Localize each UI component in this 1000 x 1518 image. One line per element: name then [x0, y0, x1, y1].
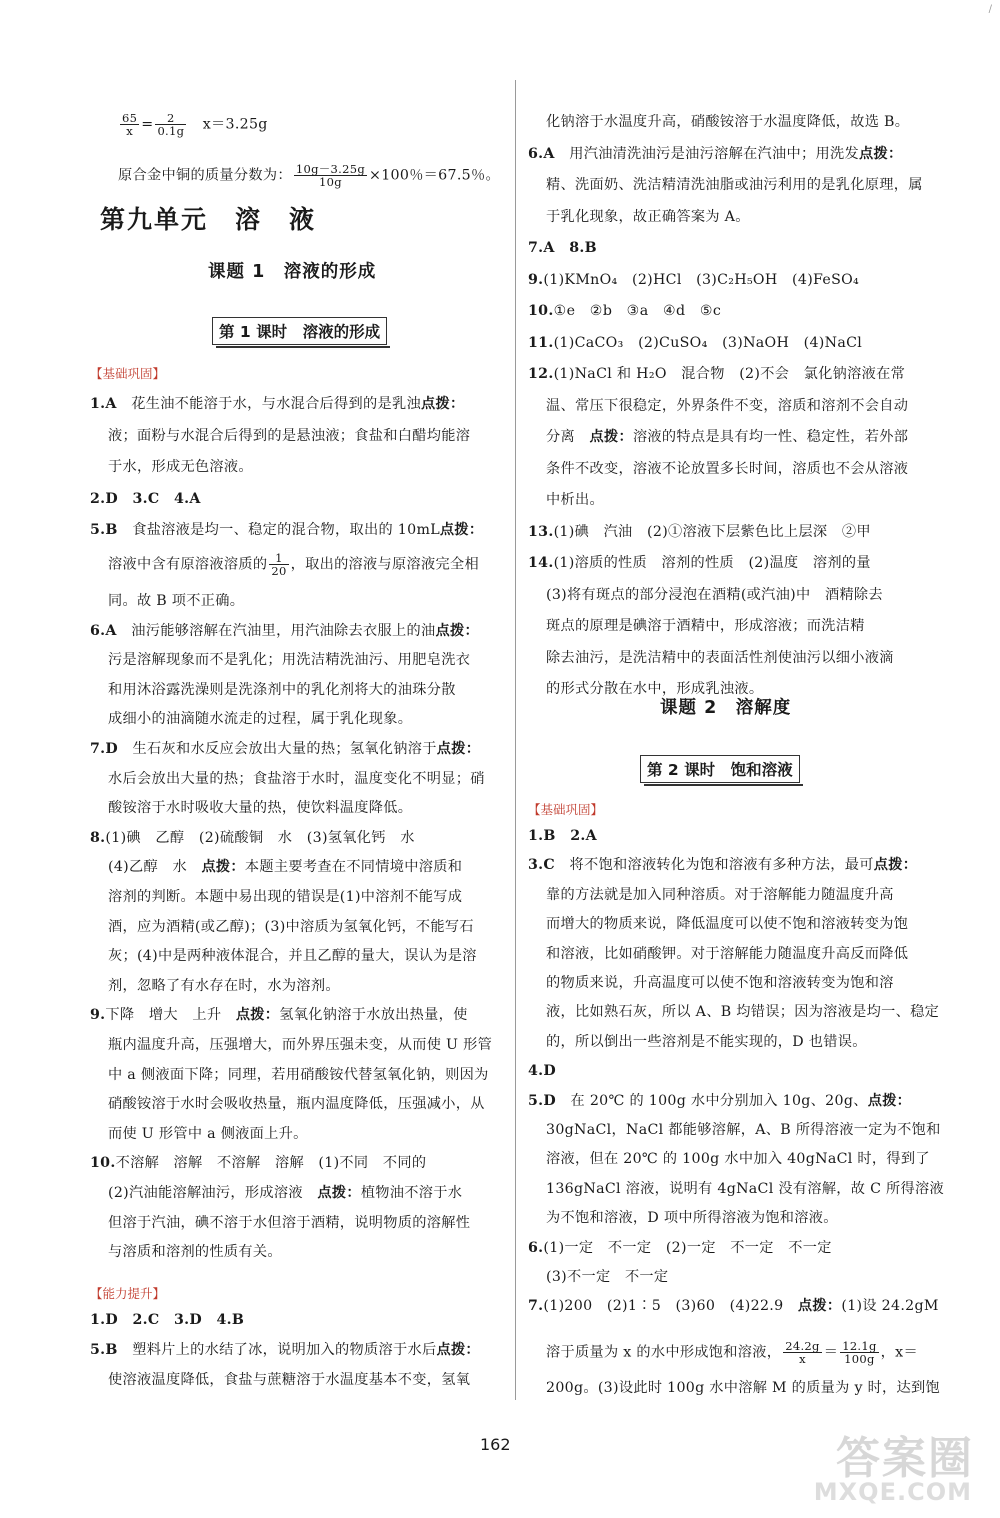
fraction-line	[108, 552, 479, 577]
watermark-logo	[782, 1422, 982, 1510]
hint-label: 点拨：	[873, 857, 918, 874]
answer-line	[528, 270, 859, 290]
answer-line	[108, 1124, 308, 1144]
answer-number: 8.	[90, 829, 106, 846]
answer-line	[108, 946, 477, 966]
answer-text: 酸铵溶于水时吸收大量的热，使饮料温度降低。	[108, 800, 413, 817]
answer-text: 精、洗面奶、洗洁精清洗油脂或油污利用的是乳化原理，属	[546, 177, 923, 193]
answer-line	[90, 828, 415, 848]
answer-text: 瓶内温度升高，压强增大，而外界压强未变，从而使 U 形管	[108, 1037, 493, 1053]
answer-line	[108, 887, 462, 907]
answer-line	[108, 591, 244, 611]
answer-text: (1)溶质的性质 溶剂的性质 (2)温度 溶剂的量	[553, 555, 871, 571]
answer-line	[546, 1149, 930, 1169]
answer-line	[546, 1208, 838, 1228]
answer-number: 10.	[528, 303, 554, 319]
watermark-url: MXQE.COM	[813, 1478, 972, 1506]
answer-number: 6.A	[528, 145, 570, 162]
answer-line: 200g。(3)设此时 100g 水中溶解 M 的质量为 y 时，达到饱	[546, 1380, 941, 1396]
answer-line	[546, 396, 908, 416]
answer-text: 下降 增大 上升	[105, 1007, 236, 1024]
answer-text: (1)CaCO₃ (2)CuSO₄ (3)NaOH (4)NaCl	[553, 334, 863, 351]
answer-line	[546, 427, 908, 447]
answer-line	[108, 1065, 489, 1085]
answer-text: 斑点的原理是碘溶于酒精中，形成溶液；而洗洁精	[546, 618, 865, 634]
answer-text: 食盐溶液是均一、稳定的混合物，取出的 10mL	[132, 522, 440, 538]
answer-line	[90, 739, 480, 759]
hint-label: 点拨：	[201, 859, 245, 876]
hint-label: 点拨：	[420, 396, 465, 412]
answer-text: 化钠溶于水温度升高，硝酸铵溶于水温度降低，故选 B。	[546, 114, 910, 130]
answer-text: 剂，忽略了有水存在时，水为溶剂。	[108, 977, 340, 994]
answer-line	[108, 1213, 470, 1233]
answer-line	[546, 914, 908, 934]
answer-text: 中 a 侧液面下降；同理，若用硝酸铵代替氢氧化钠，则因为	[108, 1066, 489, 1083]
answer-line	[90, 1005, 468, 1025]
frac-den: 10g	[318, 175, 342, 189]
answer-line	[108, 457, 253, 477]
frac-den: x	[126, 124, 134, 138]
answer-number: 7.	[528, 1298, 544, 1315]
answer-number: 6.A	[90, 622, 132, 639]
answer-line	[90, 489, 201, 509]
frac-num: 2	[155, 112, 186, 125]
corner-mark: /	[988, 4, 992, 15]
answer-number: 11.	[528, 334, 554, 351]
answer-text: 生石灰和水反应会放出大量的热；氢氧化钠溶于	[132, 741, 437, 757]
hint-label: 点拨：	[436, 741, 481, 757]
hint-label: 点拨：	[589, 429, 633, 445]
answer-line	[528, 144, 902, 164]
answer-text: 塑料片上的水结了冰，说明加入的物质溶于水后	[132, 1342, 437, 1358]
equals-sign: ＝	[823, 1344, 839, 1361]
answer-number: 1.A	[90, 396, 132, 412]
answer-line	[108, 769, 485, 789]
answer-text: 在 20℃ 的 100g 水中分别加入 10g、20g、	[570, 1092, 868, 1109]
copper-fraction-line	[118, 163, 500, 188]
answer-line	[546, 585, 883, 605]
answer-text: 溶剂的判断。本题中易出现的错误是(1)中溶剂不能写成	[108, 889, 463, 905]
answer-text: 使溶液温度降低，食盐与蔗糖溶于水温度基本不变，氢氧	[108, 1372, 471, 1388]
page-number: 162	[480, 1435, 511, 1454]
answer-number: 14.	[528, 555, 554, 571]
answer-number: 6.	[528, 1239, 544, 1256]
answer-text: 水后会放出大量的热；食盐溶于水时，温度变化不明显；硝	[108, 770, 485, 787]
answer-text: 成细小的油滴随水流走的过程，属于乳化现象。	[108, 711, 413, 728]
answer-line	[528, 1296, 939, 1316]
answer-text: 和溶液，比如硝酸钾。对于溶解能力随温度升高反而降低	[546, 945, 909, 962]
answer-text: 硝酸铵溶于水时会吸收热量，瓶内温度降低，压强减小，从	[108, 1096, 485, 1113]
answer-text: 与溶质和溶剂的性质有关。	[108, 1244, 282, 1261]
answer-line	[108, 650, 470, 670]
answer-line	[108, 426, 470, 446]
section-tag-basic: 【基础巩固】	[90, 366, 166, 381]
answer-text: 液；面粉与水混合后得到的是悬浊液；食盐和白醋均能溶	[108, 427, 471, 444]
answer-text: 的物质来说，升高温度可以使不饱和溶液转变为饱和溶	[546, 975, 894, 991]
answer-line	[546, 885, 894, 905]
lesson-title-1: 第 1 课时 溶液的形成	[212, 317, 387, 345]
answer-number: 10.	[90, 1155, 116, 1172]
answer-text: 污是溶解现象而不是乳化；用洗洁精洗油污、用肥皂洗衣	[108, 652, 471, 669]
answer-line	[528, 301, 721, 321]
answer-text: 花生油不能溶于水，与水混合后得到的是乳浊	[131, 396, 421, 412]
answer-text: 而使 U 形管中 a 侧液面上升。	[108, 1125, 308, 1142]
unit-title: 第九单元 溶 液	[100, 205, 317, 234]
frac-num: 1	[269, 552, 288, 565]
answer-text: 除去油污，是洗洁精中的表面活性剂使油污以细小液滴	[546, 649, 894, 666]
answer-line	[90, 1153, 426, 1173]
hint-label: 点拨：	[858, 145, 903, 162]
answer-line	[108, 1370, 470, 1390]
answer-line	[528, 553, 871, 573]
answer-line	[108, 680, 456, 700]
answer-line	[528, 1091, 911, 1111]
answer-line	[546, 1120, 941, 1140]
answer-line	[108, 917, 474, 937]
answer-line	[546, 207, 750, 227]
answer-number: 3.C	[528, 857, 570, 874]
answer-number: 5.D	[528, 1092, 571, 1109]
fraction-line-2-post: ，x＝	[880, 1344, 918, 1361]
answer-line	[546, 648, 894, 668]
answer-text: (3)将有斑点的部分浸泡在酒精(或汽油)中 酒精除去	[546, 586, 883, 603]
answer-number: 7.D	[90, 741, 133, 757]
answer-text: 液，比如熟石灰，所以 A、B 均错误；因为溶液是均一、稳定	[546, 1004, 940, 1021]
column-divider	[515, 80, 516, 1400]
answer-number: 1.B 2.A	[528, 828, 597, 844]
answer-text: 不溶解 溶解 不溶解 溶解 (1)不同 不同的	[115, 1155, 427, 1172]
answer-line	[528, 364, 905, 384]
answer-number: 7.A 8.B	[528, 240, 597, 256]
answer-text: 的形式分散在水中，形成乳浊液。	[546, 681, 764, 697]
answer-text: 植物油不溶于水	[360, 1185, 463, 1201]
answer-text: (1)NaCl 和 H₂O 混合物 (2)不会 氯化钠溶液在常	[553, 366, 906, 382]
answer-text: 30gNaCl，NaCl 都能够溶解，A、B 所得溶液一定为不饱和	[546, 1122, 941, 1138]
answer-number: 9.	[528, 271, 544, 288]
answer-text: 但溶于汽油，碘不溶于水但溶于酒精，说明物质的溶解性	[108, 1214, 471, 1231]
answer-text: 本题主要考查在不同情境中溶质和	[244, 859, 463, 876]
answer-number: 13.	[528, 523, 554, 540]
answer-text: (3)不一定 不一定	[546, 1269, 669, 1285]
answer-text: 将不饱和溶液转化为饱和溶液有多种方法，最可	[569, 857, 874, 874]
answer-text: 油污能够溶解在汽油里，用汽油除去衣服上的油	[131, 622, 436, 639]
answer-text: (1)KMnO₄ (2)HCl (3)C₂H₅OH (4)FeSO₄	[543, 271, 860, 288]
answer-line	[90, 1340, 480, 1360]
answer-text: (2)汽油能溶解油污，形成溶液	[108, 1185, 318, 1201]
frac-num: 24.2g	[785, 1339, 820, 1353]
answer-text: 条件不改变，溶液不论放置多长时间，溶质也不会从溶液	[546, 460, 909, 477]
frac-den: 100g	[844, 1352, 875, 1366]
answer-text: (1)碘 乙醇 (2)硫酸铜 水 (3)氢氧化钙 水	[105, 829, 415, 846]
frac-num: 12.1g	[842, 1339, 877, 1353]
frac-num: 10g－3.25g	[295, 162, 366, 176]
answer-text: 而增大的物质来说，降低温度可以使不饱和溶液转变为饱	[546, 916, 909, 933]
fraction-line-post: ，取出的溶液与原溶液完全相	[290, 556, 479, 573]
answer-line	[546, 490, 604, 510]
answer-text: 酒，应为酒精(或乙醇)；(3)中溶质为氢氧化钙，不能写石	[108, 918, 474, 935]
answer-line	[546, 944, 908, 964]
hint-label: 点拨：	[317, 1185, 361, 1201]
answer-text: 溶液的特点是具有均一性、稳定性，若外部	[632, 429, 909, 445]
answer-line	[108, 709, 412, 729]
answer-line	[108, 798, 412, 818]
answer-line	[546, 616, 865, 636]
answer-line	[546, 112, 909, 132]
answer-text: (1)设 24.2gM	[841, 1298, 939, 1315]
answer-number: 4.D	[528, 1063, 557, 1080]
answer-text: (1)碘 汽油 (2)①溶液下层紫色比上层深 ②甲	[553, 523, 871, 540]
answer-text: 靠的方法就是加入同种溶质。对于溶解能力随温度升高	[546, 886, 894, 903]
topic-title-1: 课题 1 溶液的形成	[208, 262, 377, 282]
answer-line	[546, 1267, 668, 1287]
answer-line	[90, 394, 464, 414]
answer-line	[546, 973, 894, 993]
answer-line	[528, 1238, 832, 1258]
frac-den: 20	[271, 564, 287, 578]
answer-line	[108, 1035, 492, 1055]
answer-number: 5.B	[90, 522, 133, 538]
hint-label: 点拨：	[436, 1342, 480, 1358]
answer-line	[90, 1310, 244, 1330]
frac-den: x	[799, 1352, 806, 1366]
answer-number: 2.D 3.C 4.A	[90, 490, 201, 507]
answer-line	[90, 621, 479, 641]
equals-sign: =	[141, 116, 154, 133]
answer-line	[528, 1061, 556, 1081]
answer-text: 同。故 B 项不正确。	[108, 593, 245, 609]
answer-line	[108, 976, 340, 996]
hint-label: 点拨：	[439, 522, 484, 538]
answer-line	[90, 520, 483, 540]
answer-text: 溶液，但在 20℃ 的 100g 水中加入 40gNaCl 时，得到了	[546, 1151, 930, 1168]
answer-text: 氢氧化钠溶于水放出热量，使	[279, 1007, 468, 1024]
lesson-title-2: 第 2 课时 饱和溶液	[640, 755, 800, 783]
answer-line	[528, 522, 871, 542]
answer-text: 灰；(4)中是两种液体混合，并且乙醇的量大，误认为是溶	[108, 948, 477, 965]
answer-line	[108, 1094, 485, 1114]
answer-number: 9.	[90, 1007, 106, 1024]
answer-text: 分离	[546, 429, 590, 445]
answer-line	[528, 826, 597, 846]
equation-result: x＝3.25g	[202, 116, 268, 133]
answer-text: (1)200 (2)1∶5 (3)60 (4)22.9	[543, 1298, 798, 1315]
fraction-line-2	[546, 1340, 918, 1365]
section-tag-basic-2: 【基础巩固】	[528, 802, 604, 817]
answer-line	[546, 459, 908, 479]
answer-text: ①e ②b ③a ④d ⑤c	[553, 303, 722, 319]
answer-line	[546, 1002, 939, 1022]
answer-text: 的，所以倒出一些溶剂是不能实现的，D 也错误。	[546, 1033, 867, 1050]
fraction-line-2-pre: 溶于质量为 x 的水中形成饱和溶液，	[546, 1344, 782, 1361]
answer-text: (1)一定 不一定 (2)一定 不一定 不一定	[543, 1239, 832, 1256]
frac-den: 0.1g	[157, 124, 185, 138]
fraction-line-pre: 溶液中含有原溶液溶质的	[108, 556, 268, 573]
hint-label: 点拨：	[797, 1298, 842, 1315]
answer-line	[108, 857, 462, 877]
answer-line	[528, 333, 862, 353]
answer-line	[528, 855, 917, 875]
answer-line	[546, 175, 923, 195]
answer-number: 5.B	[90, 1342, 133, 1358]
watermark-big: 答案圈	[836, 1433, 974, 1484]
answer-text: 于水，形成无色溶液。	[108, 459, 253, 475]
answer-text: 为不饱和溶液，D 项中所得溶液为饱和溶液。	[546, 1210, 838, 1227]
equation-line	[118, 112, 268, 137]
hint-label: 点拨：	[435, 622, 479, 639]
copper-post: ×100％＝67.5％。	[369, 167, 500, 184]
answer-line	[528, 238, 597, 258]
answer-line	[108, 1242, 282, 1262]
answer-number: 1.D 2.C 3.D 4.B	[90, 1312, 245, 1328]
frac-num: 65	[122, 111, 138, 125]
answer-text: 用汽油清洗油污是油污溶解在汽油中；用洗发	[569, 145, 859, 162]
answer-text: 136gNaCl 溶液，说明有 4gNaCl 没有溶解，故 C 所得溶液	[546, 1180, 945, 1197]
answer-line	[546, 1179, 944, 1199]
answer-text: 温、常压下很稳定，外界条件不变，溶质和溶剂不会自动	[546, 397, 909, 414]
copper-pre: 原合金中铜的质量分数为：	[118, 167, 292, 184]
answer-text: 于乳化现象，故正确答案为 A。	[546, 208, 750, 225]
section-tag-ability: 【能力提升】	[90, 1286, 166, 1301]
answer-text: 中析出。	[546, 492, 604, 508]
answer-text: (4)乙醇 水	[108, 859, 202, 876]
answer-number: 12.	[528, 366, 554, 382]
hint-label: 点拨：	[867, 1092, 912, 1109]
topic-title-2: 课题 2 溶解度	[660, 698, 792, 718]
answer-line	[546, 1032, 867, 1052]
answer-text: 和用沐浴露洗澡则是洗涤剂中的乳化剂将大的油珠分散	[108, 681, 456, 698]
answer-line	[108, 1183, 462, 1203]
hint-label: 点拨：	[235, 1007, 280, 1024]
